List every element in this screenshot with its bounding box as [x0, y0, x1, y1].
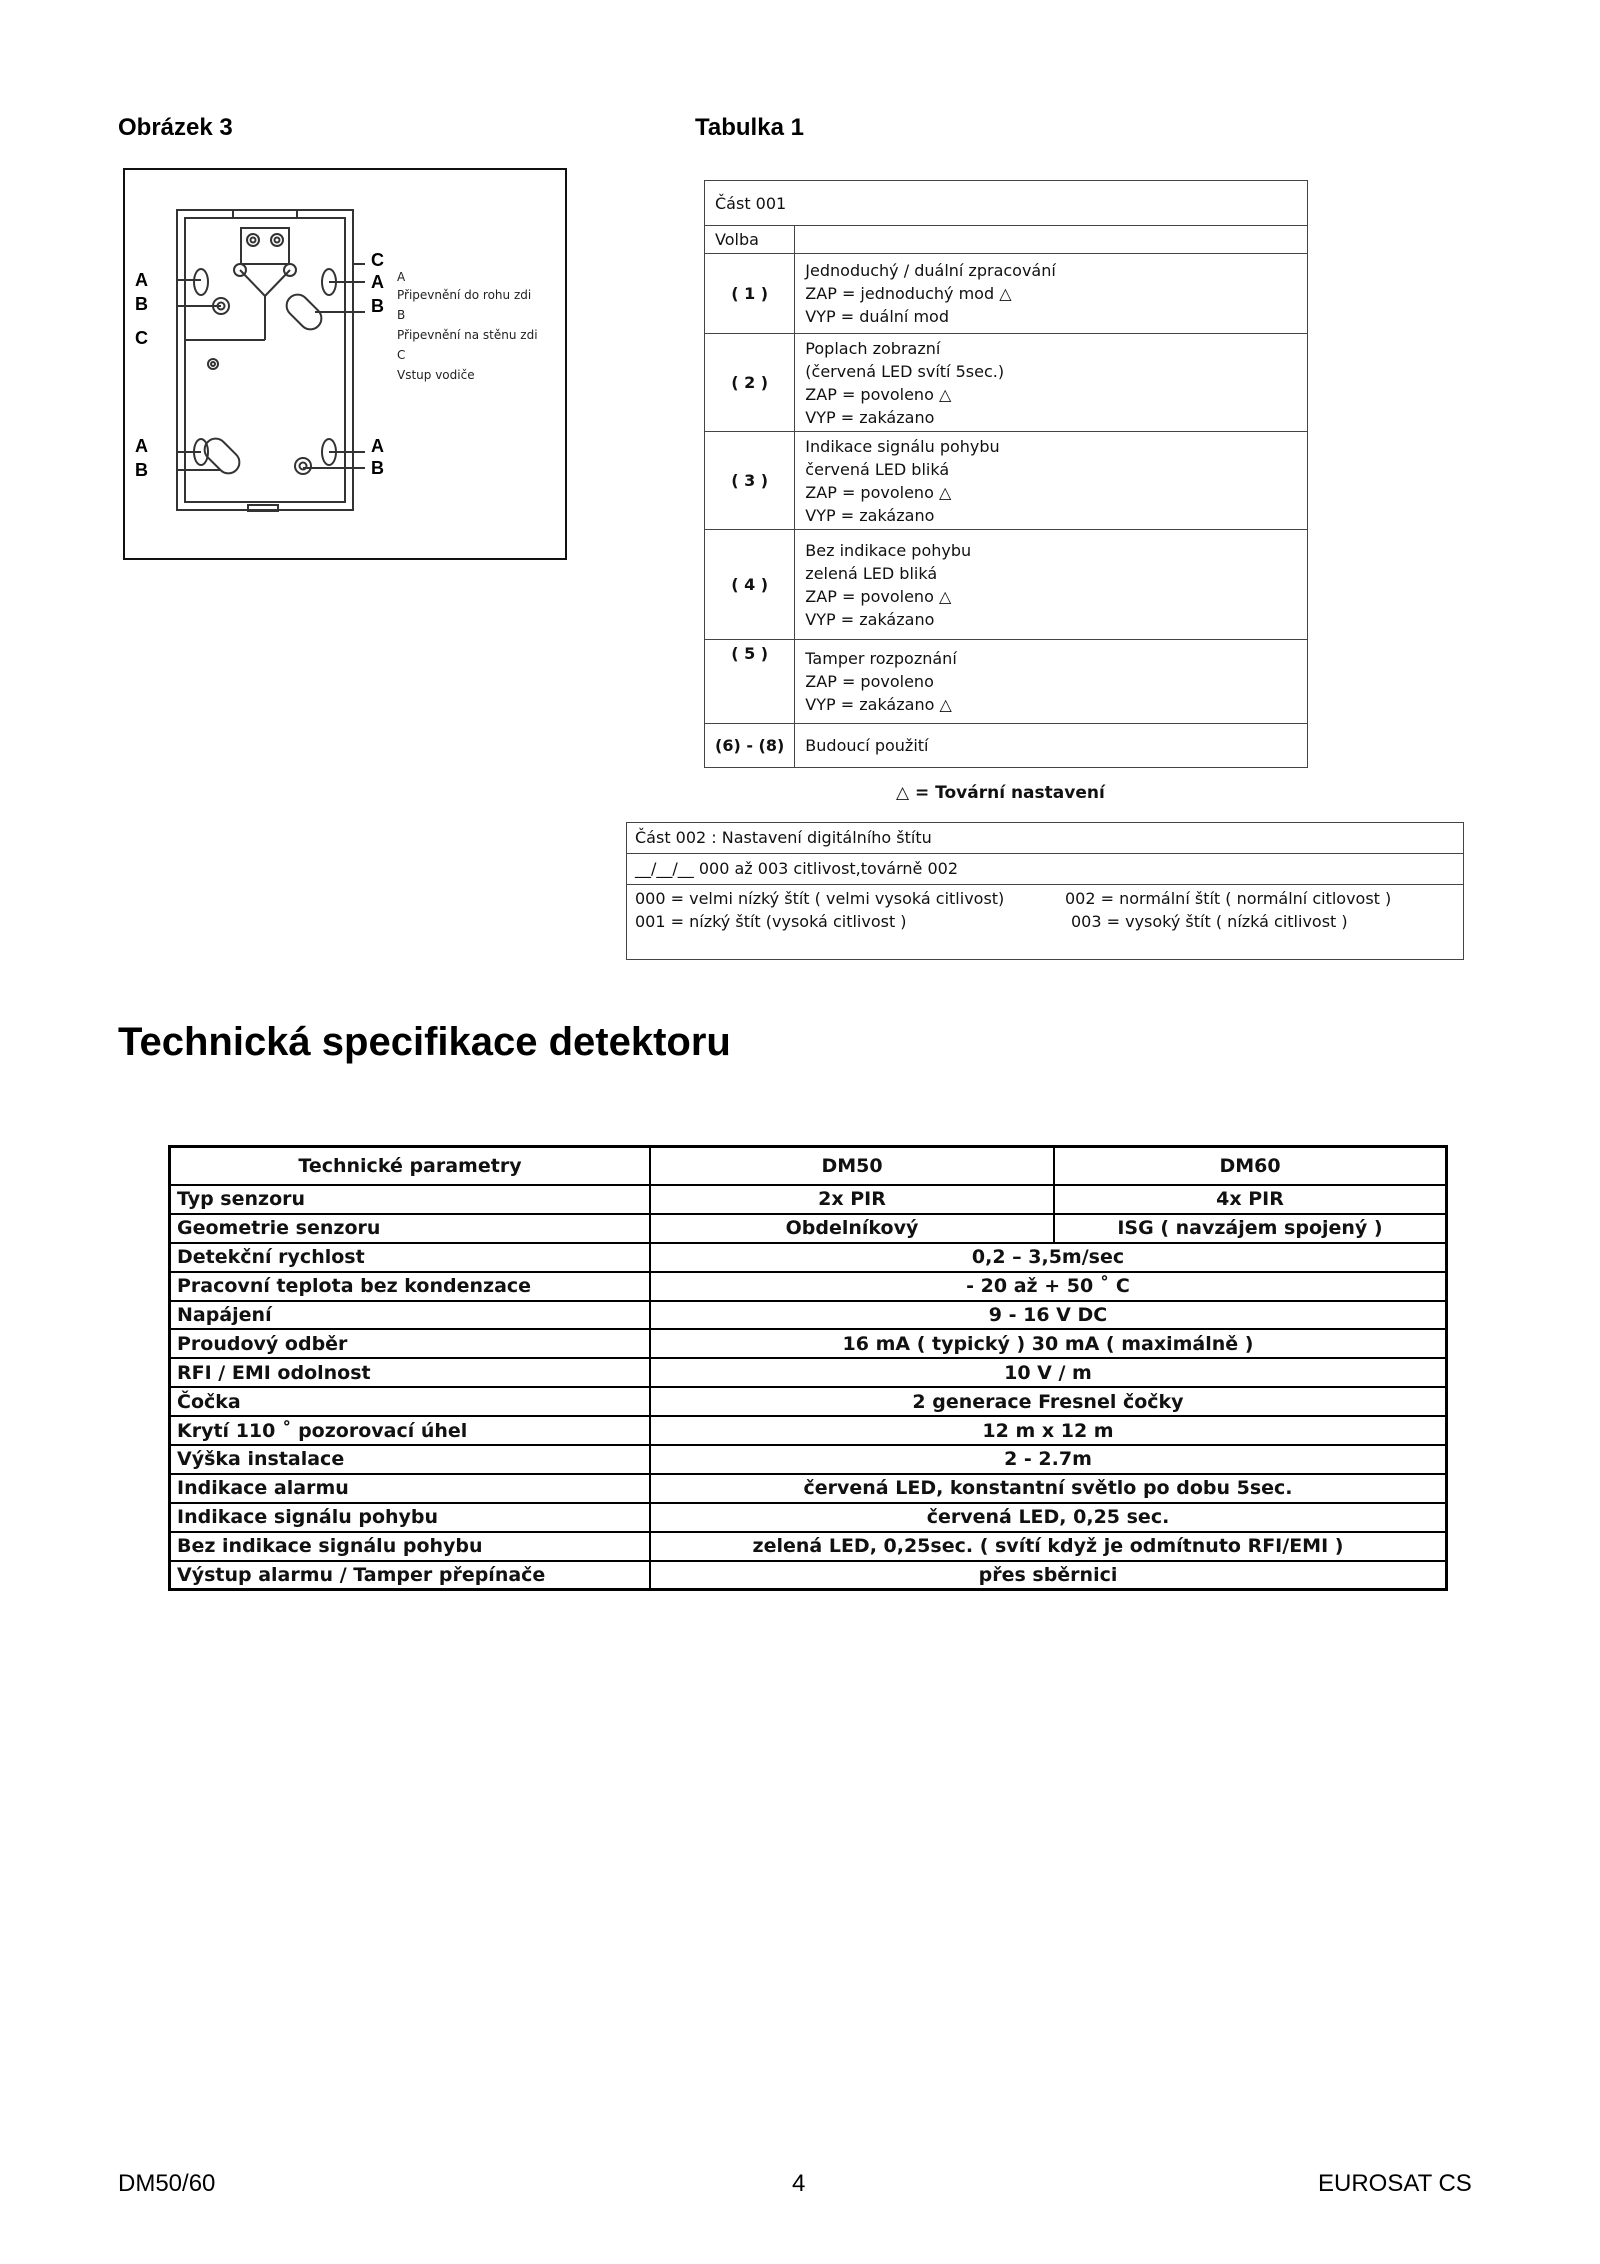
spec-value: 12 m x 12 m: [650, 1416, 1447, 1445]
row-line: VYP = zakázano: [805, 407, 935, 427]
table-settings-002: [626, 822, 1464, 960]
row-line: ZAP = povoleno △: [805, 586, 952, 606]
row-line: ZAP = povoleno △: [805, 384, 952, 404]
row-line: (červená LED svítí 5sec.): [805, 361, 1005, 381]
spec-value: 10 V / m: [650, 1358, 1447, 1387]
spec-param: Výstup alarmu / Tamper přepínače: [170, 1561, 651, 1590]
row-num: ( 5 ): [705, 640, 795, 724]
legend-b: B: [397, 308, 406, 322]
table-row: [705, 640, 1308, 724]
row-line: VYP = duální mod: [805, 307, 949, 326]
table-row: [705, 432, 1308, 530]
spec-header-row: [170, 1147, 1447, 1186]
spec-value-dm60: 4x PIR: [1054, 1185, 1447, 1214]
table-row: [170, 1214, 1447, 1243]
table-row: [170, 1329, 1447, 1358]
label-b-right-bottom: B: [371, 458, 384, 478]
label-b-left-bottom: B: [135, 460, 148, 480]
spec-param: Typ senzoru: [170, 1185, 651, 1214]
spec-param: Výška instalace: [170, 1445, 651, 1474]
table1-section: Část 001: [705, 181, 1308, 226]
row-line: Jednoduchý / duální zpracování: [805, 261, 1056, 280]
table2-option: 001 = nízký štít (vysoká citlivost ): [635, 912, 907, 931]
header-dm50: DM50: [650, 1147, 1054, 1186]
spec-value: 0,2 – 3,5m/sec: [650, 1243, 1447, 1272]
table-row: [170, 1272, 1447, 1301]
spec-param: Napájení: [170, 1301, 651, 1330]
row-line: Indikace signálu pohybu: [805, 436, 1000, 456]
table-row: [705, 254, 1308, 334]
row-line: Poplach zobrazní: [805, 338, 941, 358]
legend-c-text: Vstup vodiče: [397, 368, 475, 382]
table-row: [705, 334, 1308, 432]
table-row: [170, 1474, 1447, 1503]
spec-table: [168, 1145, 1448, 1591]
table2-title: Část 002 : Nastavení digitálního štítu: [627, 823, 1463, 854]
spec-value: červená LED, 0,25 sec.: [650, 1503, 1447, 1532]
spec-value: - 20 až + 50 ˚ C: [650, 1272, 1447, 1301]
table2-range: __/__/__ 000 až 003 citlivost,továrně 002: [627, 854, 1463, 885]
footer-company: EUROSAT CS: [1318, 2170, 1472, 2197]
table-row: [170, 1185, 1447, 1214]
spec-value: zelená LED, 0,25sec. ( svítí když je odmítnuto RFI/EMI ): [650, 1532, 1447, 1561]
label-a-right: A: [371, 272, 384, 292]
row-line: VYP = zakázano: [805, 505, 935, 525]
table-row: [170, 1301, 1447, 1330]
legend-b-text: Připevnění na stěnu zdi: [397, 328, 538, 342]
spec-value: červená LED, konstantní světlo po dobu 5sec.: [650, 1474, 1447, 1503]
spec-value-dm60: ISG ( navzájem spojený ): [1054, 1214, 1447, 1243]
legend-a: A: [397, 270, 406, 284]
row-line: Budoucí použití: [805, 736, 929, 755]
spec-value-dm50: 2x PIR: [650, 1185, 1054, 1214]
spec-value-dm50: Obdelníkový: [650, 1214, 1054, 1243]
footer-page-number: 4: [792, 2170, 806, 2197]
spec-param: RFI / EMI odolnost: [170, 1358, 651, 1387]
table-row: [705, 724, 1308, 768]
spec-param: Proudový odběr: [170, 1329, 651, 1358]
figure-caption: Obrázek 3: [118, 114, 233, 141]
row-line: Tamper rozpoznání: [805, 649, 957, 668]
row-line: Bez indikace pohybu: [805, 540, 972, 560]
table1-caption: Tabulka 1: [695, 114, 804, 141]
label-a-left: A: [135, 270, 148, 290]
spec-param: Pracovní teplota bez kondenzace: [170, 1272, 651, 1301]
row-num: ( 4 ): [705, 530, 795, 640]
factory-note: △ = Tovární nastavení: [896, 783, 1105, 803]
legend-c: C: [397, 348, 406, 362]
footer-model: DM50/60: [118, 2170, 216, 2197]
spec-value: 2 generace Fresnel čočky: [650, 1387, 1447, 1416]
spec-param: Detekční rychlost: [170, 1243, 651, 1272]
table-row: [170, 1445, 1447, 1474]
spec-param: Indikace signálu pohybu: [170, 1503, 651, 1532]
legend-a-text: Připevnění do rohu zdi: [397, 288, 532, 302]
spec-param: Bez indikace signálu pohybu: [170, 1532, 651, 1561]
row-line: ZAP = povoleno: [805, 672, 934, 691]
row-line: ZAP = povoleno △: [805, 482, 952, 502]
table2-option: 000 = velmi nízký štít ( velmi vysoká citlivost): [635, 889, 1005, 908]
label-c-right: C: [371, 250, 384, 270]
table-row: [170, 1358, 1447, 1387]
spec-value: 16 mA ( typický ) 30 mA ( maximálně ): [650, 1329, 1447, 1358]
header-dm60: DM60: [1054, 1147, 1447, 1186]
row-line: VYP = zakázano: [805, 609, 935, 629]
row-num: ( 3 ): [705, 432, 795, 530]
spec-value: 9 - 16 V DC: [650, 1301, 1447, 1330]
table2-option: 003 = vysoký štít ( nízká citlivost ): [1071, 912, 1348, 931]
label-a-right-bottom: A: [371, 436, 384, 456]
table-row: [170, 1532, 1447, 1561]
row-line: VYP = zakázano △: [805, 695, 952, 714]
row-line: červená LED bliká: [805, 459, 950, 479]
mounting-drawing: [125, 170, 565, 558]
header-param: Technické parametry: [170, 1147, 651, 1186]
spec-value: 2 - 2.7m: [650, 1445, 1447, 1474]
mounting-diagram: [123, 168, 567, 560]
label-b-right: B: [371, 296, 384, 316]
table-row: [170, 1561, 1447, 1590]
table-row: [170, 1387, 1447, 1416]
label-a-left-bottom: A: [135, 436, 148, 456]
row-num: ( 1 ): [705, 254, 795, 334]
row-line: zelená LED bliká: [805, 563, 938, 583]
row-num: ( 2 ): [705, 334, 795, 432]
spec-param: Geometrie senzoru: [170, 1214, 651, 1243]
table-row: [170, 1416, 1447, 1445]
spec-param: Krytí 110 ˚ pozorovací úhel: [170, 1416, 651, 1445]
spec-value: přes sběrnici: [650, 1561, 1447, 1590]
table-settings-001: [704, 180, 1308, 768]
row-num: (6) - (8): [705, 724, 795, 768]
label-c-left: C: [135, 328, 148, 348]
label-b-left: B: [135, 294, 148, 314]
table2-option: 002 = normální štít ( normální citlovost ): [1065, 889, 1392, 908]
table1-volba: Volba: [705, 226, 795, 254]
row-line: ZAP = jednoduchý mod △: [805, 284, 1012, 303]
table-row: [170, 1243, 1447, 1272]
table-row: [170, 1503, 1447, 1532]
spec-param: Čočka: [170, 1387, 651, 1416]
spec-param: Indikace alarmu: [170, 1474, 651, 1503]
table-row: [705, 530, 1308, 640]
page-heading: Technická specifikace detektoru: [118, 1020, 731, 1064]
